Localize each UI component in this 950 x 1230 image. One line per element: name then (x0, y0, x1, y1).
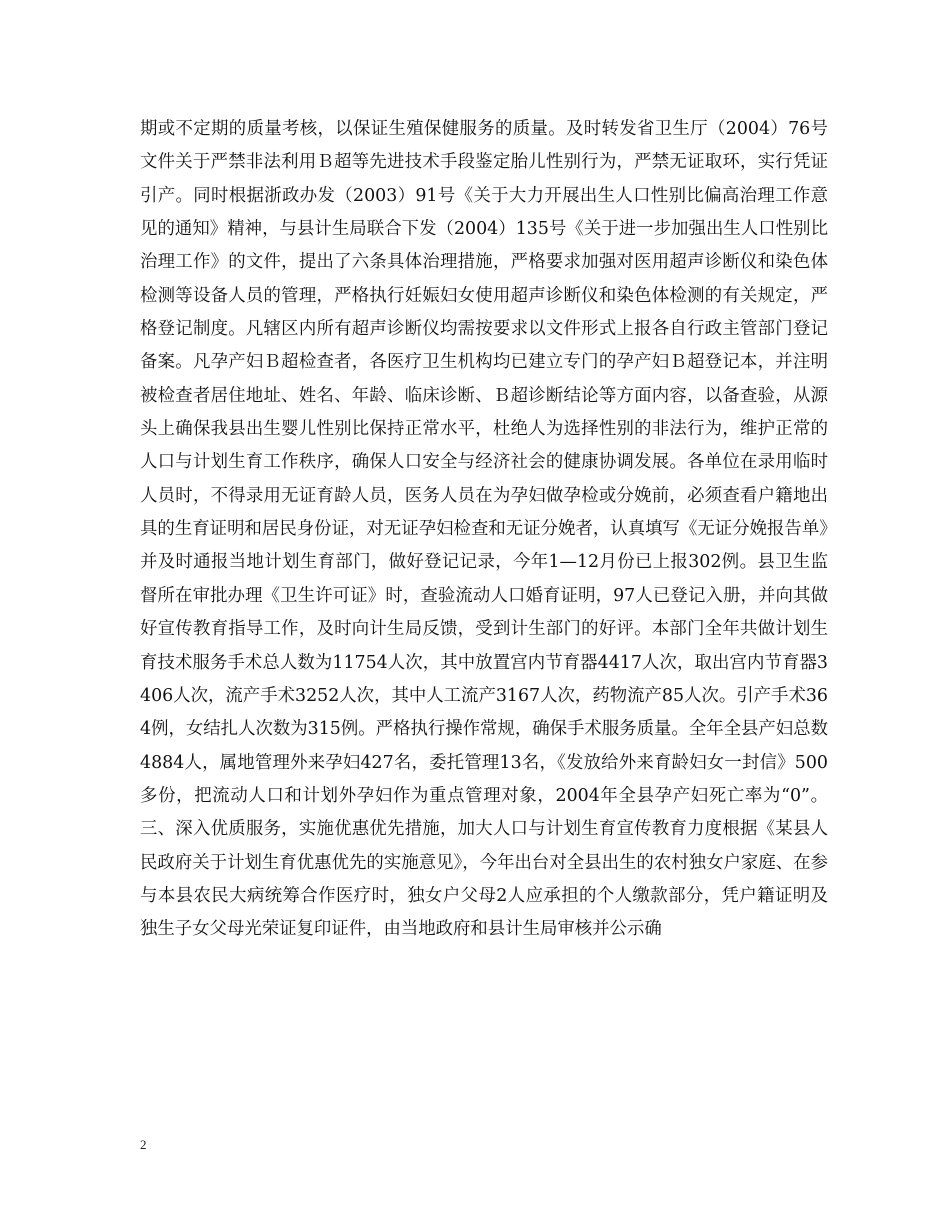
body-paragraph: 期或不定期的质量考核，以保证生殖保健服务的质量。及时转发省卫生厅（2004）76号文件关于严禁非法利用Ｂ超等先进技术手段鉴定胎儿性别行为，严禁无证取环，实行凭证引产。同时根据浙政办发（2003）91号《关于大力开展出生人口性别比偏高治理工作意见的通知》精神，与县计生局联合下发（2004）135号《关于进一步加强出生人口性别比治理工作》的文件，提出了六条具体治理措施，严格要求加强对医用超声诊断仪和染色体检测等设备人员的管理，严格执行妊娠妇女使用超声诊断仪和染色体检测的有关规定，严格登记制度。凡辖区内所有超声诊断仪均需按要求以文件形式上报各自行政主管部门登记备案。凡孕产妇Ｂ超检查者，各医疗卫生机构均已建立专门的孕产妇Ｂ超登记本，并注明被检查者居住地址、姓名、年龄、临床诊断、Ｂ超诊断结论等方面内容，以备查验，从源头上确保我县出生婴儿性别比保持正常水平，杜绝人为选择性别的非法行为，维护正常的人口与计划生育工作秩序，确保人口安全与经济社会的健康协调发展。各单位在录用临时人员时，不得录用无证育龄人员，医务人员在为孕妇做孕检或分娩前，必须查看户籍地出具的生育证明和居民身份证，对无证孕妇检查和无证分娩者，认真填写《无证分娩报告单》并及时通报当地计划生育部门，做好登记记录，今年1—12月份已上报302例。县卫生监督所在审批办理《卫生许可证》时，查验流动人口婚育证明，97人已登记入册，并向其做好宣传教育指导工作，及时向计生局反馈，受到计生部门的好评。本部门全年共做计划生育技术服务手术总人数为11754人次，其中放置宫内节育器4417人次，取出宫内节育器3406人次，流产手术3252人次，其中人工流产3167人次，药物流产85人次。引产手术364例，女结扎人次数为315例。严格执行操作常规，确保手术服务质量。全年全县产妇总数4884人，属地管理外来孕妇427名，委托管理13名，《发放给外来育龄妇女一封信》500多份，把流动人口和计划外孕妇作为重点管理对象，2004年全县孕产妇死亡率为“0”。三、深入优质服务，实施优惠优先措施，加大人口与计划生育宣传教育力度根据《某县人民政府关于计划生育优惠优先的实施意见》，今年出台对全县出生的农村独女户家庭、在参与本县农民大病统筹合作医疗时，独女户父母2人应承担的个人缴款部分，凭户籍证明及独生子女父母光荣证复印证件，由当地政府和县计生局审核并公示确 (140, 119, 828, 940)
page-number: 2 (140, 1137, 147, 1152)
